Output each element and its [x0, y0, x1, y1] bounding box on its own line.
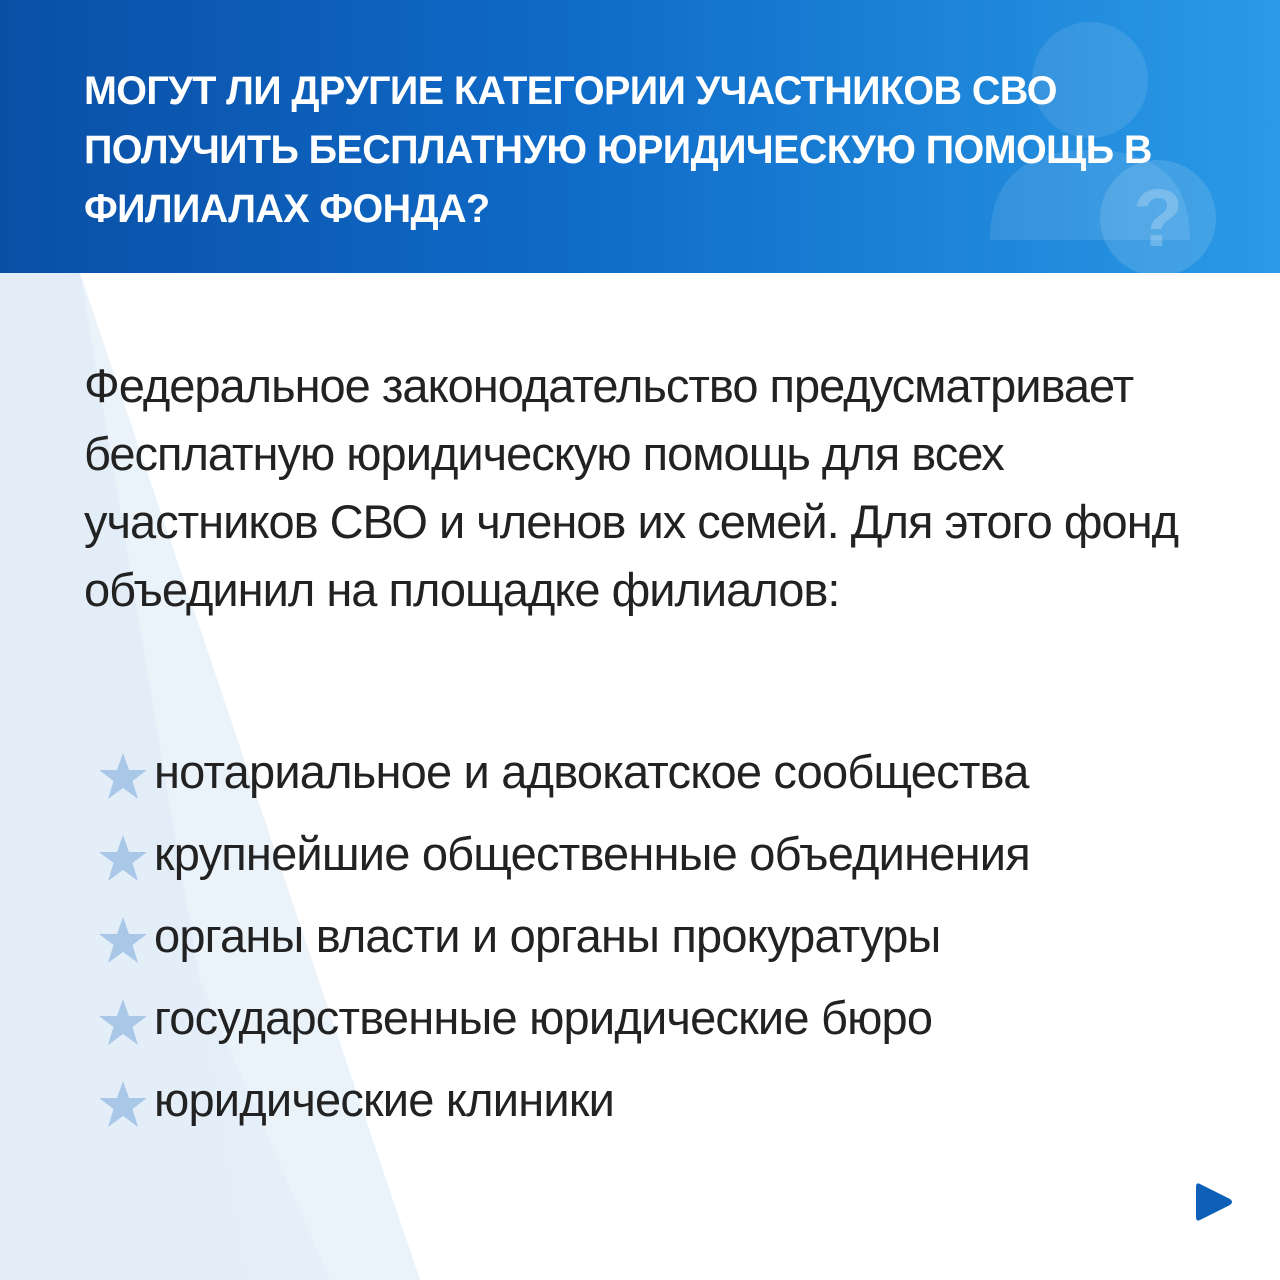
star-icon	[96, 749, 150, 803]
list-item-label: государственные юридические бюро	[154, 990, 933, 1044]
list-item-label: нотариальное и адвокатское сообщества	[154, 744, 1029, 798]
page-title: МОГУТ ЛИ ДРУГИЕ КАТЕГОРИИ УЧАСТНИКОВ СВО ПОЛУЧИТЬ БЕСПЛАТНУЮ ЮРИДИЧЕСКУЮ ПОМОЩЬ В ФИЛИАЛАХ ФОНДА?	[84, 69, 1152, 231]
list-item	[96, 1058, 1216, 1140]
intro-paragraph: Федеральное законодательство предусматривает бесплатную юридическую помощь для всех участников СВО и членов их семей. Для этого фонд объединил на площадке филиалов:	[84, 359, 1179, 616]
star-icon	[96, 1077, 150, 1131]
list-item	[96, 976, 1216, 1058]
star-icon	[96, 913, 150, 967]
list-item-label: органы власти и органы прокуратуры	[154, 908, 941, 962]
star-icon	[96, 995, 150, 1049]
next-slide-button[interactable]	[1194, 1180, 1234, 1224]
list-item	[96, 894, 1216, 976]
list-item-label: крупнейшие общественные объединения	[154, 826, 1030, 880]
list-item-label: юридические клиники	[154, 1072, 615, 1126]
play-arrow-icon	[1196, 1183, 1232, 1220]
svg-text:?: ?	[1132, 173, 1184, 264]
list-item	[96, 730, 1216, 812]
list	[96, 730, 1216, 1140]
list-item	[96, 812, 1216, 894]
star-icon	[96, 831, 150, 885]
